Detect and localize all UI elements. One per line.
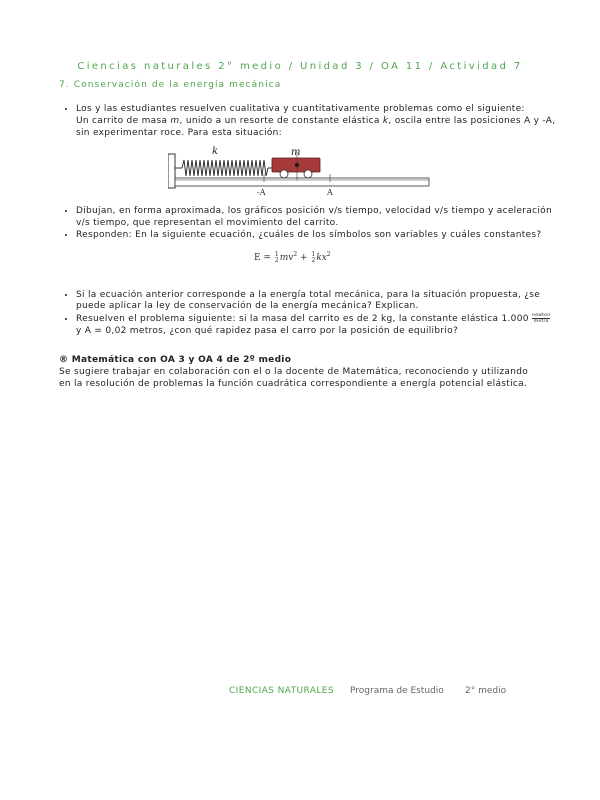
cart-wheel xyxy=(280,170,288,178)
problem-text: Resuelven el problema siguiente: si la masa del carrito es de 2 kg, la constante elástica 1.000 xyxy=(76,314,529,325)
math-link-body: Se sugiere trabajar en colaboración con el o la docente de Matemática, reconociendo y utilizando en la resolución de problemas la función cuadrática correspondiente a energía potencial elástica. xyxy=(59,367,529,389)
footer-level: 2° medio xyxy=(465,686,507,696)
problem-intro: • Los y las estudiantes resuelven cualitativa y cuantitativamente problemas como el siguiente: xyxy=(76,104,525,114)
fraction-numerator: 1 xyxy=(274,250,279,258)
fraction xyxy=(311,252,315,264)
list-item: • Responden: En la siguiente ecuación, ¿cuáles de los símbolos son variables y cuáles constantes? xyxy=(76,230,558,290)
mass-symbol: m xyxy=(170,115,180,126)
fraction-denominator: 2 xyxy=(311,256,316,264)
energy-equation xyxy=(254,251,331,264)
cart-wheel xyxy=(304,170,312,178)
unit-numerator: newton xyxy=(531,313,551,319)
activity-list xyxy=(58,104,558,338)
spring-coil xyxy=(182,160,268,176)
list-item: • Dibujan, en forma aproximada, los gráficos posición v/s tiempo, velocidad v/s tiempo y aceleración v/s tiempo, que representan el movimiento del carrito. xyxy=(76,206,558,230)
kinetic-term: mv xyxy=(279,253,294,263)
footer-subject: CIENCIAS NATURALES xyxy=(229,686,334,696)
unit-fraction xyxy=(532,313,550,324)
exponent: 2 xyxy=(326,251,331,258)
unit-denominator: metro xyxy=(533,319,549,325)
spring-constant-symbol: k xyxy=(382,115,389,126)
problem-text: y A = 0,02 metros, ¿con qué rapidez pasa el carro por la posición de equilibrio? xyxy=(76,325,459,336)
problem-statement xyxy=(76,116,558,140)
plus-sign: + xyxy=(300,253,308,263)
neg-a-label: -A xyxy=(257,188,266,196)
fraction xyxy=(275,252,279,264)
exponent: 2 xyxy=(293,251,298,258)
floor xyxy=(175,178,429,186)
section-title: 7. Conservación de la energía mecánica xyxy=(59,80,282,90)
footer-program: Programa de Estudio xyxy=(350,686,444,696)
list-item xyxy=(76,313,558,338)
spring-label: k xyxy=(212,146,219,157)
fraction-numerator: 1 xyxy=(311,250,316,258)
wall xyxy=(168,154,175,188)
list-item: • Si la ecuación anterior corresponde a la energía total mecánica, para la situación propuesta, ¿se puede aplicar la ley de conservación de la energía mecánica? Explican. xyxy=(76,290,558,314)
potential-term: kx xyxy=(316,253,327,263)
fraction-denominator: 2 xyxy=(274,256,279,264)
page-header: Ciencias naturales 2° medio / Unidad 3 / OA 11 / Actividad 7 xyxy=(77,61,523,72)
equation-lhs: E = xyxy=(254,253,271,263)
problem-text: Un carrito de masa xyxy=(76,115,171,126)
problem-text: , oscila entre las posiciones A y -A, sin experimentar roce. Para esta situación: xyxy=(76,115,556,138)
problem-text: , unido a un resorte de constante elástica xyxy=(179,115,383,126)
link-icon: ® xyxy=(59,355,69,365)
a-label: A xyxy=(327,188,333,196)
math-link-heading xyxy=(59,355,291,365)
spring-cart-diagram xyxy=(168,144,430,196)
math-link-title: Matemática con OA 3 y OA 4 de 2º medio xyxy=(71,355,292,365)
mass-label: m xyxy=(291,147,301,158)
